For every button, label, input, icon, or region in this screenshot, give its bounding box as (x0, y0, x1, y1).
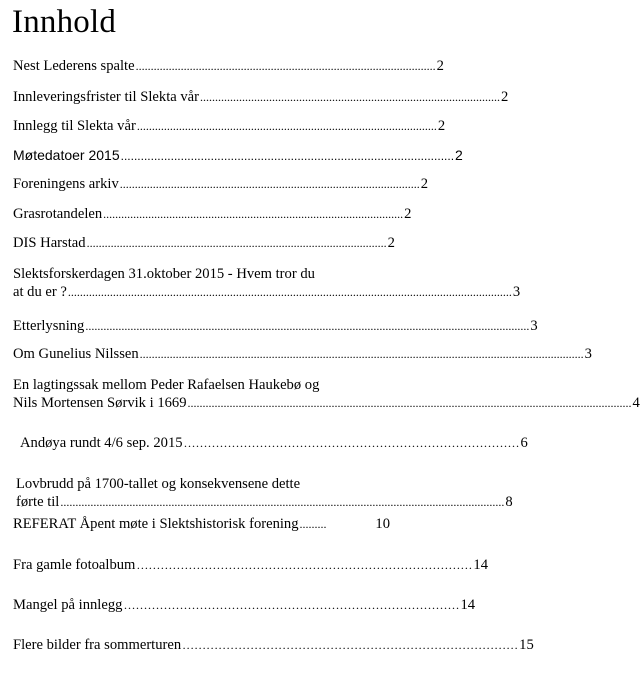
toc-entry-title: førte til (16, 494, 60, 510)
dot-leader: .................................................................................................................................................... (60, 495, 505, 509)
dot-leader: .................................................................................................................................................... (85, 319, 530, 333)
toc-entry-title-line1: En lagtingssak mellom Peder Rafaelsen Haukebø og (13, 377, 320, 393)
toc-entry-page: 14 (473, 557, 488, 573)
toc-entry-title: DIS Harstad (13, 235, 86, 251)
toc-entry[interactable] (13, 88, 509, 106)
toc-entry[interactable] (16, 475, 513, 511)
page-title: Innhold (12, 4, 117, 40)
toc-entry-title: Foreningens arkiv (13, 176, 119, 192)
dot-leader: ......... (299, 517, 327, 531)
toc-entry-page: 2 (420, 176, 429, 192)
toc-entry-title: Andøya rundt 4/6 sep. 2015 (20, 435, 183, 451)
toc-entry-title-line1: Slektsforskerdagen 31.oktober 2015 - Hvem tror du (13, 266, 315, 282)
toc-entry-title: Fra gamle fotoalbum (13, 557, 136, 573)
dot-leader: .................................................................................................................................................... (67, 285, 512, 299)
dot-leader: .................................................................................................................................................... (187, 396, 632, 410)
dot-leader: .................................................................................................... (200, 90, 501, 104)
toc-entry-page: 6 (520, 435, 528, 451)
toc-entry[interactable] (13, 146, 463, 165)
toc-entry[interactable] (13, 205, 412, 223)
dot-leader: .................................................................................................................................................... (139, 347, 584, 361)
toc-entry[interactable] (13, 636, 534, 654)
dot-leader: .................................................................................................... (135, 59, 436, 73)
toc-entry-title: Om Gunelius Nilssen (13, 346, 139, 362)
toc-entry[interactable] (13, 515, 390, 533)
dot-leader: .................................................................................................... (86, 236, 387, 250)
toc-entry[interactable] (13, 234, 395, 252)
dot-leader: .................................................................................................... (103, 207, 404, 221)
toc-entry-page: 10 (375, 516, 390, 532)
toc-entry-title: Mangel på innlegg (13, 597, 123, 613)
dot-leader: ………………………………………………………………………… (183, 436, 520, 450)
dot-leader: .................................................................................................... (136, 119, 437, 133)
dot-leader: ………………………………………………………………………… (136, 558, 473, 572)
toc-entry-page: 2 (437, 118, 446, 134)
toc-entry-page: 2 (501, 89, 509, 105)
dot-leader: ………………………………………………………………………… (182, 638, 519, 652)
toc-entry[interactable] (13, 57, 444, 75)
toc-entry-title: REFERAT Åpent møte i Slektshistorisk forening (13, 516, 299, 532)
toc-entry-title: Nils Mortensen Sørvik i 1669 (13, 395, 187, 411)
toc-entry-page: 3 (530, 318, 538, 334)
toc-entry-page: 14 (460, 597, 476, 613)
toc-entry-title: Innleveringsfrister til Slekta vår (13, 89, 200, 105)
dot-leader: .................................................................................................... (120, 149, 455, 163)
toc-entry-page: 3 (584, 346, 592, 362)
toc-entry[interactable] (13, 317, 538, 335)
toc-entry-title: Etterlysning (13, 318, 85, 334)
toc-entry[interactable] (13, 596, 476, 614)
toc-entry-page: 3 (512, 284, 521, 300)
toc-entry[interactable] (20, 434, 528, 452)
toc-entry-page: 2 (404, 206, 412, 222)
toc-entry-page: 15 (519, 637, 534, 653)
toc-entry-title: at du er ? (13, 284, 67, 300)
toc-entry-page: 4 (632, 395, 640, 411)
toc-entry[interactable] (13, 556, 488, 574)
dot-leader: .................................................................................................... (119, 177, 420, 191)
toc-entry-page: 2 (387, 235, 395, 251)
toc-entry[interactable] (13, 376, 640, 412)
toc-entry-title: Nest Lederens spalte (13, 58, 135, 74)
toc-entry-title: Flere bilder fra sommerturen (13, 637, 182, 653)
toc-entry-page: 2 (455, 147, 463, 163)
toc-entry-title-line1: Lovbrudd på 1700-tallet og konsekvensene dette (16, 476, 301, 492)
toc-entry-page: 2 (436, 58, 444, 74)
toc-entry-page: 8 (505, 494, 513, 510)
toc-entry[interactable] (13, 265, 521, 301)
toc-entry[interactable] (13, 175, 429, 193)
toc-entry-title: Møtedatoer 2015 (13, 147, 120, 163)
toc-entry-title: Grasrotandelen (13, 206, 103, 222)
toc-entry-title: Innlegg til Slekta vår (13, 118, 136, 134)
toc-entry[interactable] (13, 345, 592, 363)
dot-leader: ………………………………………………………………………… (123, 598, 460, 612)
toc-entry[interactable] (13, 117, 446, 135)
